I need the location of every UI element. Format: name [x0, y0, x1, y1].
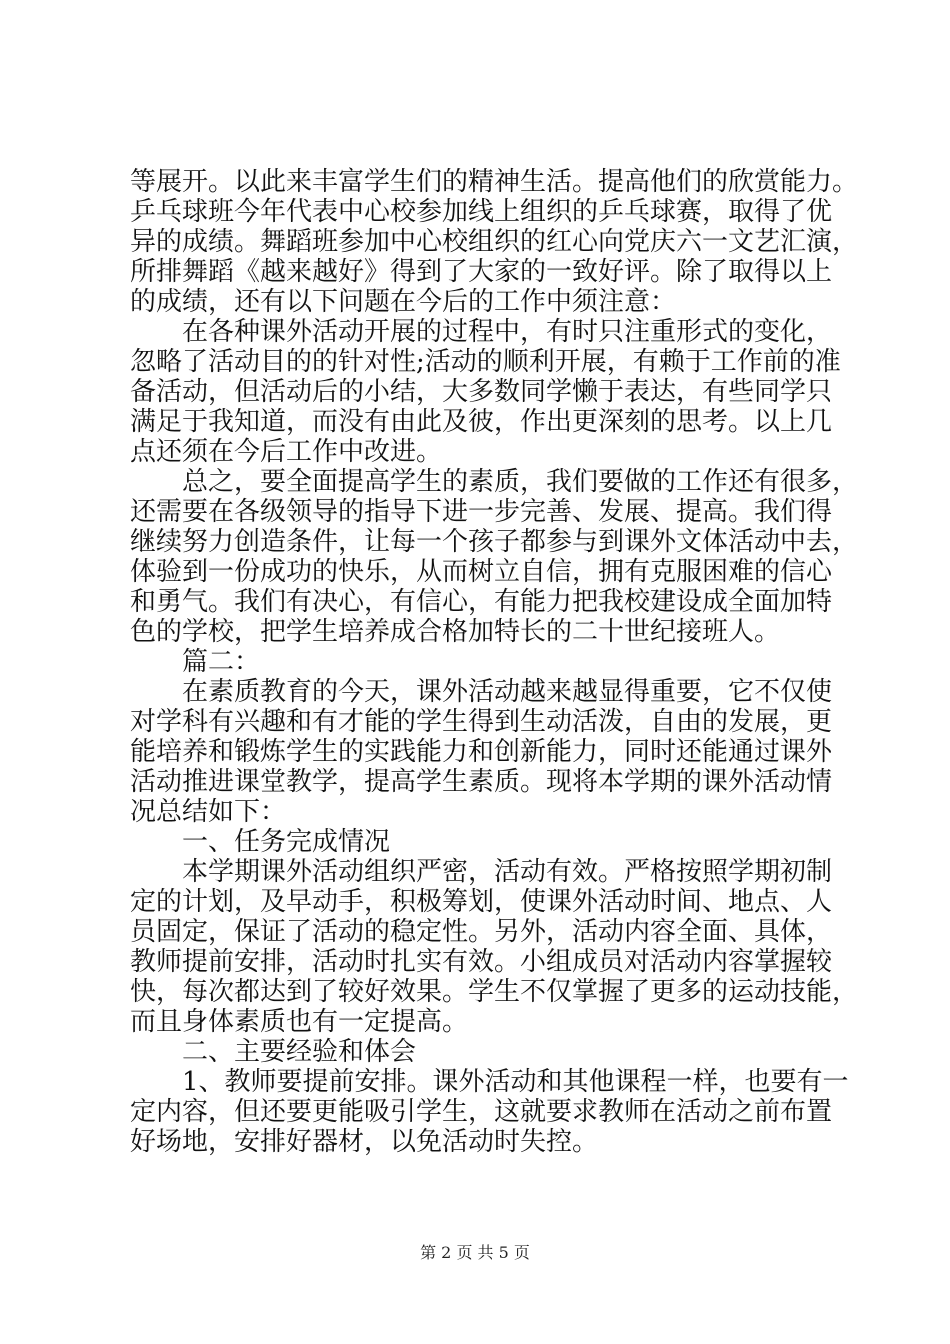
- text-line: 教师提前安排，活动时扎实有效。小组成员对活动内容掌握较: [130, 947, 833, 977]
- text-line: 1、教师要提前安排。课外活动和其他课程一样，也要有一: [182, 1067, 849, 1097]
- paragraph: [130, 677, 833, 827]
- paragraph: [130, 467, 859, 647]
- page-number: 第 2 页 共 5 页: [420, 1243, 530, 1262]
- paragraph: [130, 317, 841, 467]
- text-line: 的成绩，还有以下问题在今后的工作中须注意：: [130, 287, 677, 317]
- text-line: 总之，要全面提高学生的素质，我们要做的工作还有很多，: [182, 467, 859, 497]
- text-line: 篇二：: [182, 647, 261, 677]
- text-line: 快，每次都达到了较好效果。学生不仅掌握了更多的运动技能，: [130, 977, 859, 1007]
- text-line: 等展开。以此来丰富学生们的精神生活。提高他们的欣赏能力。: [130, 167, 859, 197]
- text-line: 继续努力创造条件，让每一个孩子都参与到课外文体活动中去，: [130, 527, 859, 557]
- text-line: 定的计划，及早动手，积极筹划，使课外活动时间、地点、人: [130, 887, 833, 917]
- section-heading: [130, 1037, 830, 1067]
- section-heading: [130, 647, 830, 677]
- paragraph: [130, 167, 859, 317]
- document-body: [130, 167, 859, 1157]
- text-line: 满足于我知道，而没有由此及彼，作出更深刻的思考。以上几: [130, 407, 833, 437]
- text-line: 对学科有兴趣和有才能的学生得到生动活泼，自由的发展，更: [130, 707, 833, 737]
- text-line: 一、任务完成情况: [182, 827, 391, 857]
- text-line: 好场地，安排好器材，以免活动时失控。: [130, 1127, 599, 1157]
- text-line: 况总结如下：: [130, 797, 287, 827]
- text-line: 备活动，但活动后的小结，大多数同学懒于表达，有些同学只: [130, 377, 833, 407]
- text-line: 能培养和锻炼学生的实践能力和创新能力，同时还能通过课外: [130, 737, 833, 767]
- text-line: 异的成绩。舞蹈班参加中心校组织的红心向党庆六一文艺汇演，: [130, 227, 859, 257]
- text-line: 体验到一份成功的快乐，从而树立自信，拥有克服困难的信心: [130, 557, 833, 587]
- text-line: 本学期课外活动组织严密，活动有效。严格按照学期初制: [182, 857, 833, 887]
- paragraph: [130, 857, 859, 1037]
- text-line: 色的学校，把学生培养成合格加特长的二十世纪接班人。: [130, 617, 781, 647]
- text-line: 二、主要经验和体会: [182, 1037, 417, 1067]
- text-line: 员固定，保证了活动的稳定性。另外，活动内容全面、具体，: [130, 917, 833, 947]
- text-line: 还需要在各级领导的指导下进一步完善、发展、提高。我们得: [130, 497, 833, 527]
- text-line: 而且身体素质也有一定提高。: [130, 1007, 469, 1037]
- text-line: 活动推进课堂教学，提高学生素质。现将本学期的课外活动情: [130, 767, 833, 797]
- paragraph: [130, 1067, 849, 1157]
- text-line: 定内容，但还要更能吸引学生，这就要求教师在活动之前布置: [130, 1097, 833, 1127]
- text-line: 点还须在今后工作中改进。: [130, 437, 443, 467]
- text-line: 乒乓球班今年代表中心校参加线上组织的乒乓球赛，取得了优: [130, 197, 833, 227]
- text-line: 在素质教育的今天，课外活动越来越显得重要，它不仅使: [182, 677, 833, 707]
- section-heading: [130, 827, 830, 857]
- text-line: 在各种课外活动开展的过程中，有时只注重形式的变化，: [182, 317, 833, 347]
- text-line: 忽略了活动目的的针对性;活动的顺利开展，有赖于工作前的准: [130, 347, 841, 377]
- text-line: 所排舞蹈《越来越好》得到了大家的一致好评。除了取得以上: [130, 257, 833, 287]
- text-line: 和勇气。我们有决心，有信心，有能力把我校建设成全面加特: [130, 587, 833, 617]
